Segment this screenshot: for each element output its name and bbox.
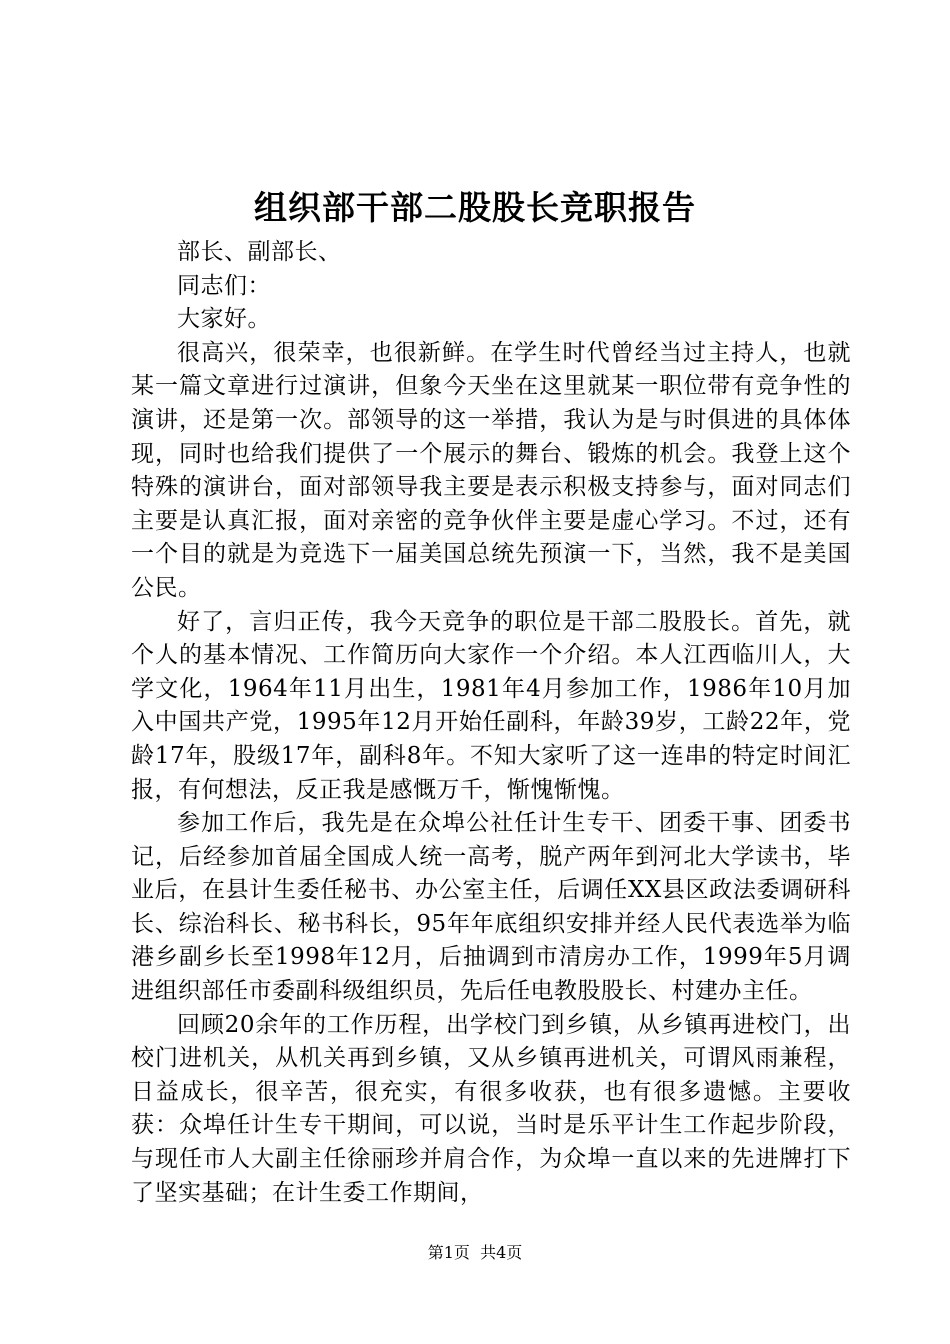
paragraph-work-history: 参加工作后，我先是在众埠公社任计生专干、团委干事、团委书记，后经参加首届全国成人统一高考，脱产两年到河北大学读书，毕业后，在县计生委任秘书、办公室主任，后调任XX县区政法委调研科长、综治科长、秘书科长，95年年底组织安排并经人民代表选举为临港乡副乡长至1998年12月，后抽调到市清房办工作，1999年5月调进组织部任市委副科级组织员，先后任电教股股长、村建办主任。	[131, 810, 851, 1005]
salutation-line-1: 部长、副部长、	[177, 239, 342, 265]
page-number: 第1页	[427, 1243, 470, 1262]
page-total: 共4页	[480, 1243, 523, 1262]
greeting-line: 大家好。	[177, 306, 271, 333]
paragraph-review: 回顾20余年的工作历程，出学校门到乡镇，从乡镇再进校门，出校门进机关，从机关再到乡镇，又从乡镇再进机关，可谓风雨兼程，日益成长，很辛苦，很充实，有很多收获，也有很多遗憾。主要收获：众埠任计生专干期间，可以说，当时是乐平计生工作起步阶段，与现任市人大副主任徐丽珍并肩合作，为众埠一直以来的先进牌打下了坚实基础；在计生委工作期间，	[131, 1011, 851, 1206]
salutation-line-2: 同志们：	[177, 272, 271, 299]
paragraph-introduction: 好了，言归正传，我今天竞争的职位是干部二股股长。首先，就个人的基本情况、工作简历向大家作一个介绍。本人江西临川人，大学文化，1964年11月出生，1981年4月参加工作，1986年10月加入中国共产党，1995年12月开始任副科，年龄39岁，工龄22年，党龄17年，股级17年，副科8年。不知大家听了这一连串的特定时间汇报，有何想法，反正我是感慨万千，惭愧惭愧。	[131, 608, 851, 803]
paragraph-opening: 很高兴，很荣幸，也很新鲜。在学生时代曾经当过主持人，也就某一篇文章进行过演讲，但象今天坐在这里就某一职位带有竞争性的演讲，还是第一次。部领导的这一举措，我认为是与时俱进的具体体现，同时也给我们提供了一个展示的舞台、锻炼的机会。我登上这个特殊的演讲台，面对部领导我主要是表示积极支持参与，面对同志们主要是认真汇报，面对亲密的竞争伙伴主要是虚心学习。不过，还有一个目的就是为竞选下一届美国总统先预演一下，当然，我不是美国公民。	[131, 339, 851, 601]
document-title: 组织部干部二股股长竞职报告	[254, 188, 696, 227]
page-footer	[0, 1242, 950, 1264]
document-body	[131, 236, 851, 1210]
